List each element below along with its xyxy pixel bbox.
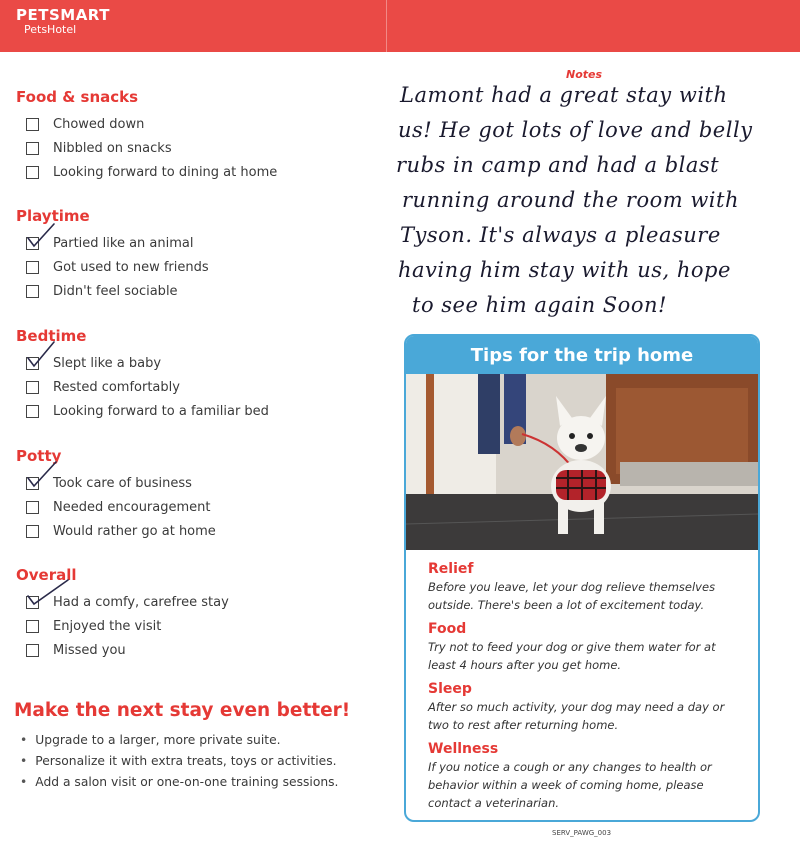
checkbox[interactable] [26, 381, 39, 394]
tip-text: After so much activity, your dog may need a day or two to rest after returning home. [428, 700, 725, 732]
tip-title: Food [428, 621, 467, 637]
section-playtime [16, 206, 376, 303]
item-label: Didn't feel sociable [53, 283, 178, 299]
note-line: Lamont had a great stay with [400, 83, 728, 107]
section-food [16, 87, 376, 184]
item-label: Enjoyed the visit [53, 618, 162, 634]
checklist-item[interactable] [16, 136, 376, 160]
tip-food [428, 620, 736, 674]
handwritten-notes [394, 78, 786, 323]
tips-card [404, 334, 760, 822]
checklist-item[interactable] [16, 112, 376, 136]
dog-photo [406, 374, 758, 550]
checklist-item[interactable] [16, 160, 376, 184]
checklist-item[interactable] [16, 519, 376, 543]
checklist-item[interactable] [16, 255, 376, 279]
checklist-item[interactable] [16, 495, 376, 519]
pen-check-icon [24, 578, 74, 608]
item-label: Nibbled on snacks [53, 140, 172, 156]
tip-sleep [428, 680, 736, 734]
checkbox[interactable] [26, 118, 39, 131]
note-line: to see him again Soon! [412, 293, 667, 317]
checkbox[interactable] [26, 644, 39, 657]
checklist-item[interactable] [16, 614, 376, 638]
section-bedtime [16, 326, 376, 423]
tips-body [406, 550, 758, 812]
checkbox[interactable] [26, 620, 39, 633]
item-label: Would rather go at home [53, 523, 216, 539]
brand-name: PETSMART [16, 6, 110, 24]
item-label: Took care of business [53, 475, 192, 491]
pen-check-icon [24, 220, 64, 250]
checklist-item[interactable] [16, 351, 376, 375]
item-label: Partied like an animal [53, 235, 194, 251]
checkbox[interactable] [26, 285, 39, 298]
promo-bullets [20, 730, 380, 793]
note-line: rubs in camp and had a blast [396, 153, 720, 177]
tips-header: Tips for the trip home [406, 336, 758, 374]
pen-check-icon [24, 340, 64, 370]
checkbox[interactable] [26, 525, 39, 538]
item-label: Looking forward to dining at home [53, 164, 278, 180]
item-label: Got used to new friends [53, 259, 209, 275]
note-line: having him stay with us, hope [398, 258, 731, 282]
checklist-item[interactable] [16, 231, 376, 255]
note-line: running around the room with [402, 188, 739, 212]
promo-bullet: • Personalize it with extra treats, toys or activities. [20, 751, 380, 772]
header-bar [0, 0, 800, 52]
checklist-item[interactable] [16, 471, 376, 495]
item-label: Rested comfortably [53, 379, 180, 395]
promo-bullet: • Add a salon visit or one-on-one training sessions. [20, 772, 380, 793]
section-title: Food & snacks [16, 88, 139, 106]
tip-title: Sleep [428, 681, 472, 697]
pen-check-icon [24, 460, 64, 490]
note-line: Tyson. It's always a pleasure [400, 223, 721, 247]
checklist-item[interactable] [16, 399, 376, 423]
item-label: Needed encouragement [53, 499, 211, 515]
item-label: Looking forward to a familiar bed [53, 403, 269, 419]
checkbox[interactable] [26, 261, 39, 274]
tip-text: Before you leave, let your dog relieve themselves outside. There's been a lot of excitement today. [428, 580, 716, 612]
section-title: Bedtime [16, 327, 87, 345]
tip-wellness [428, 740, 736, 812]
promo-bullet: • Upgrade to a larger, more private suite. [20, 730, 380, 751]
tip-title: Relief [428, 561, 474, 577]
tip-text: Try not to feed your dog or give them water for at least 4 hours after you get home. [428, 640, 716, 672]
tip-title: Wellness [428, 741, 499, 757]
section-title: Playtime [16, 207, 90, 225]
fold-line [386, 0, 387, 52]
item-label: Missed you [53, 642, 126, 658]
form-code: SERV_PAWG_003 [552, 829, 612, 837]
checklist-item[interactable] [16, 375, 376, 399]
checklist-item[interactable] [16, 279, 376, 303]
note-line: us! He got lots of love and belly [398, 118, 753, 142]
item-label: Had a comfy, carefree stay [53, 594, 229, 610]
promo-title: Make the next stay even better! [14, 700, 351, 721]
checkbox[interactable] [26, 501, 39, 514]
item-label: Slept like a baby [53, 355, 162, 371]
brand-sub: PetsHotel [24, 23, 77, 36]
tip-relief [428, 560, 736, 614]
checkbox[interactable] [26, 142, 39, 155]
brand-logo [16, 7, 110, 37]
checklist-item[interactable] [16, 638, 376, 662]
section-potty [16, 446, 376, 543]
notes-label: Notes [566, 68, 603, 81]
checkbox[interactable] [26, 405, 39, 418]
section-title: Potty [16, 447, 62, 465]
section-title: Overall [16, 566, 77, 584]
checkbox[interactable] [26, 166, 39, 179]
item-label: Chowed down [53, 116, 145, 132]
tip-text: If you notice a cough or any changes to health or behavior within a week of coming home, please contact a veterinarian. [428, 760, 712, 810]
